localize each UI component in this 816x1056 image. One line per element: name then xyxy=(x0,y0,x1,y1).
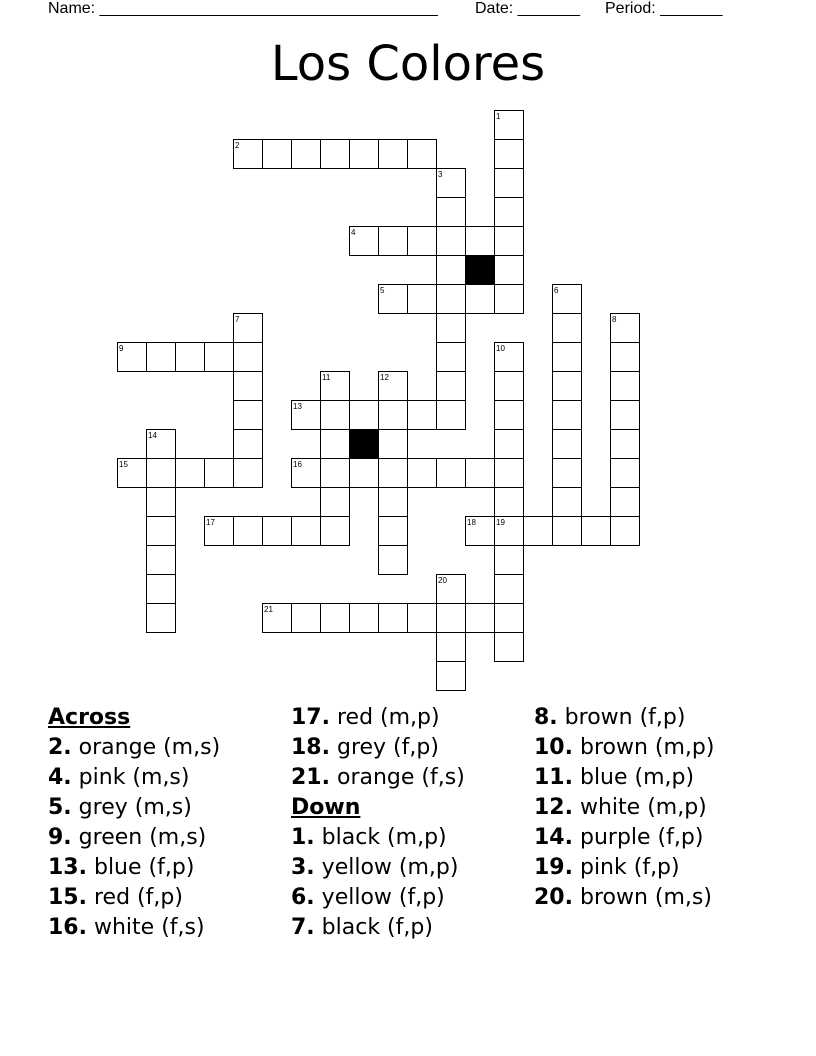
grid-cell[interactable] xyxy=(495,372,524,401)
grid-cell[interactable] xyxy=(176,343,205,372)
clue-across-9: 9. green (m,s) xyxy=(48,825,207,850)
grid-cell[interactable] xyxy=(495,401,524,430)
clue-across-21: 21. orange (f,s) xyxy=(291,765,465,790)
clue-number-label: 20 xyxy=(438,576,447,585)
clue-number-label: 2 xyxy=(235,141,240,150)
grid-cell[interactable] xyxy=(321,430,350,459)
clue-across-13: 13. blue (f,p) xyxy=(48,855,195,880)
grid-cell[interactable] xyxy=(495,256,524,285)
clue-number-label: 14 xyxy=(148,431,157,440)
grid-cell[interactable] xyxy=(495,285,524,314)
grid-cell[interactable] xyxy=(611,517,640,546)
grid-cell[interactable] xyxy=(553,430,582,459)
grid-cell[interactable] xyxy=(553,343,582,372)
grid-cell[interactable] xyxy=(611,430,640,459)
grid-cell[interactable] xyxy=(437,662,466,691)
grid-cell[interactable] xyxy=(234,459,263,488)
clue-number-label: 9 xyxy=(119,344,124,353)
clue-down-12: 12. white (m,p) xyxy=(534,795,707,820)
clue-across-2: 2. orange (m,s) xyxy=(48,735,221,760)
clue-number-label: 11 xyxy=(322,373,331,382)
black-cell xyxy=(466,256,495,285)
grid-cell[interactable] xyxy=(524,517,553,546)
grid-cell[interactable] xyxy=(408,285,437,314)
clue-number-label: 12 xyxy=(380,373,389,382)
clue-down-1: 1. black (m,p) xyxy=(291,825,447,850)
grid-cell[interactable] xyxy=(379,488,408,517)
grid-cell[interactable] xyxy=(321,401,350,430)
clue-number-label: 8 xyxy=(612,315,617,324)
grid-cell[interactable] xyxy=(495,575,524,604)
clue-number-label: 19 xyxy=(496,518,505,527)
grid-cell[interactable] xyxy=(379,459,408,488)
grid-cell[interactable] xyxy=(466,285,495,314)
clue-down-10: 10. brown (m,p) xyxy=(534,735,715,760)
clue-down-20: 20. brown (m,s) xyxy=(534,885,712,910)
grid-cell[interactable] xyxy=(379,517,408,546)
clue-number-label: 10 xyxy=(496,344,505,353)
grid-cell[interactable] xyxy=(350,401,379,430)
clue-number-label: 21 xyxy=(264,605,273,614)
grid-cell[interactable] xyxy=(553,314,582,343)
grid-cell[interactable] xyxy=(437,604,466,633)
grid-cell[interactable] xyxy=(495,169,524,198)
grid-cell[interactable] xyxy=(495,488,524,517)
grid-cell[interactable] xyxy=(263,140,292,169)
clue-down-7: 7. black (f,p) xyxy=(291,915,433,940)
date-field-label: Date: _______ xyxy=(475,0,580,17)
grid-cell[interactable] xyxy=(408,459,437,488)
grid-cell[interactable] xyxy=(437,343,466,372)
grid-cell[interactable] xyxy=(611,372,640,401)
clue-number-label: 5 xyxy=(380,286,385,295)
grid-cell[interactable] xyxy=(611,401,640,430)
grid-cell[interactable] xyxy=(553,488,582,517)
clue-down-6: 6. yellow (f,p) xyxy=(291,885,445,910)
grid-cell[interactable] xyxy=(234,372,263,401)
grid-cell[interactable] xyxy=(466,227,495,256)
grid-cell[interactable] xyxy=(321,488,350,517)
grid-cell[interactable] xyxy=(495,633,524,662)
clue-number-label: 13 xyxy=(293,402,302,411)
grid-cell[interactable] xyxy=(611,488,640,517)
grid-cell[interactable] xyxy=(147,459,176,488)
grid-cell[interactable] xyxy=(321,604,350,633)
grid-cell[interactable] xyxy=(437,372,466,401)
grid-cell[interactable] xyxy=(553,401,582,430)
period-field-label: Period: _______ xyxy=(605,0,723,17)
grid-cell[interactable] xyxy=(379,430,408,459)
grid-cell[interactable] xyxy=(495,459,524,488)
grid-cell[interactable] xyxy=(437,285,466,314)
grid-cell[interactable] xyxy=(582,517,611,546)
grid-cell[interactable] xyxy=(408,227,437,256)
grid-cell[interactable] xyxy=(292,140,321,169)
clues-column-1 xyxy=(48,703,220,943)
down-heading: Down xyxy=(291,795,361,820)
grid-cell[interactable] xyxy=(495,546,524,575)
grid-cell[interactable] xyxy=(466,604,495,633)
grid-cell[interactable] xyxy=(350,459,379,488)
grid-cell[interactable] xyxy=(176,459,205,488)
grid-cell[interactable] xyxy=(321,517,350,546)
grid-cell[interactable] xyxy=(379,401,408,430)
clue-across-5: 5. grey (m,s) xyxy=(48,795,192,820)
grid-cell[interactable] xyxy=(379,140,408,169)
grid-cell[interactable] xyxy=(379,546,408,575)
clues-column-3 xyxy=(534,703,714,913)
grid-cell[interactable] xyxy=(147,343,176,372)
clue-number-label: 7 xyxy=(235,315,240,324)
clue-number-label: 6 xyxy=(554,286,559,295)
grid-cell[interactable] xyxy=(466,459,495,488)
grid-cell[interactable] xyxy=(205,459,234,488)
black-cell xyxy=(350,430,379,459)
clue-across-4: 4. pink (m,s) xyxy=(48,765,190,790)
clue-across-18: 18. grey (f,p) xyxy=(291,735,439,760)
grid-cell[interactable] xyxy=(234,430,263,459)
clue-down-3: 3. yellow (m,p) xyxy=(291,855,459,880)
grid-cell[interactable] xyxy=(495,198,524,227)
clue-down-19: 19. pink (f,p) xyxy=(534,855,680,880)
grid-cell[interactable] xyxy=(408,140,437,169)
clue-across-15: 15. red (f,p) xyxy=(48,885,183,910)
grid-cell[interactable] xyxy=(437,256,466,285)
grid-cell[interactable] xyxy=(437,633,466,662)
name-field-label: Name: ______________________________________ xyxy=(48,0,438,17)
grid-cell[interactable] xyxy=(437,314,466,343)
clue-across-17: 17. red (m,p) xyxy=(291,705,440,730)
grid-cell[interactable] xyxy=(321,140,350,169)
grid-cell[interactable] xyxy=(379,604,408,633)
grid-cell[interactable] xyxy=(147,575,176,604)
grid-cell[interactable] xyxy=(408,401,437,430)
clue-down-11: 11. blue (m,p) xyxy=(534,765,695,790)
grid-cell[interactable] xyxy=(234,401,263,430)
grid-cell[interactable] xyxy=(611,459,640,488)
clue-down-8: 8. brown (f,p) xyxy=(534,705,686,730)
clue-across-16: 16. white (f,s) xyxy=(48,915,205,940)
grid-cell[interactable] xyxy=(292,517,321,546)
page-title: Los Colores xyxy=(270,36,546,92)
grid-cell[interactable] xyxy=(147,517,176,546)
clue-number-label: 16 xyxy=(293,460,302,469)
grid-cell[interactable] xyxy=(553,372,582,401)
clues-column-2 xyxy=(291,703,465,943)
grid-cell[interactable] xyxy=(553,517,582,546)
grid-cell[interactable] xyxy=(437,459,466,488)
grid-cell[interactable] xyxy=(350,140,379,169)
grid-cell[interactable] xyxy=(263,517,292,546)
clue-number-label: 3 xyxy=(438,170,443,179)
grid-cell[interactable] xyxy=(147,604,176,633)
grid-cell[interactable] xyxy=(147,488,176,517)
grid-cell[interactable] xyxy=(350,604,379,633)
grid-cell[interactable] xyxy=(321,459,350,488)
grid-cell[interactable] xyxy=(495,430,524,459)
clue-number-label: 18 xyxy=(467,518,476,527)
grid-cell[interactable] xyxy=(234,343,263,372)
clue-down-14: 14. purple (f,p) xyxy=(534,825,704,850)
grid-cell[interactable] xyxy=(495,140,524,169)
grid-cell[interactable] xyxy=(408,604,437,633)
grid-cell[interactable] xyxy=(495,604,524,633)
clue-number-label: 1 xyxy=(496,112,501,121)
across-heading: Across xyxy=(48,705,131,730)
grid-cell[interactable] xyxy=(611,343,640,372)
grid-cell[interactable] xyxy=(205,343,234,372)
clue-number-label: 17 xyxy=(206,518,215,527)
grid-cell[interactable] xyxy=(553,459,582,488)
grid-cell[interactable] xyxy=(437,227,466,256)
grid-cell[interactable] xyxy=(379,227,408,256)
grid-cell[interactable] xyxy=(234,517,263,546)
clue-number-label: 15 xyxy=(119,460,128,469)
grid-cell[interactable] xyxy=(437,198,466,227)
grid-cell[interactable] xyxy=(437,401,466,430)
grid-cell[interactable] xyxy=(147,546,176,575)
grid-cell[interactable] xyxy=(495,227,524,256)
grid-cell[interactable] xyxy=(292,604,321,633)
clue-number-label: 4 xyxy=(351,228,356,237)
